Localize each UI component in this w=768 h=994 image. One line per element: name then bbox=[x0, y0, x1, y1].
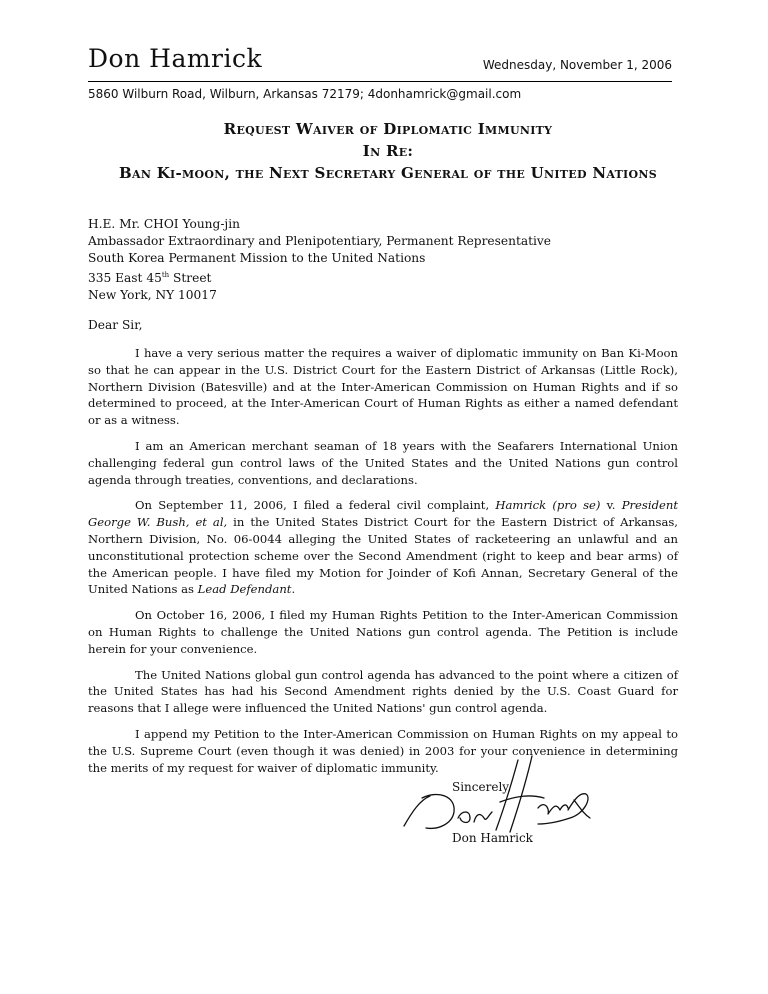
street-suffix: Street bbox=[169, 271, 212, 286]
p3-text-a: On September 11, 2006, I filed a federal civil complaint, bbox=[135, 498, 496, 513]
recipient-name: H.E. Mr. CHOI Young-jin bbox=[88, 217, 240, 231]
recipient-city: New York, NY 10017 bbox=[88, 288, 217, 303]
p3-text-c: v. bbox=[600, 498, 622, 513]
handwritten-signature bbox=[398, 752, 598, 842]
paragraph-5: The United Nations global gun control agenda has advanced to the point where a citizen of the United States has had his Second Amendment rights denied by the U.S. Coast Guard for reasons that I allege were influenced the United Nations' gun control agenda. bbox=[88, 667, 678, 716]
street-number: 335 East 45 bbox=[88, 271, 162, 286]
sender-name: Don Hamrick bbox=[88, 44, 263, 73]
paragraph-3 bbox=[88, 497, 678, 598]
p3-text-g: . bbox=[291, 582, 296, 597]
recipient-street bbox=[88, 267, 551, 287]
sender-address: 5860 Wilburn Road, Wilburn, Arkansas 72179; 4donhamrick@gmail.com bbox=[88, 87, 522, 101]
paragraph-2: I am an American merchant seaman of 18 years with the Seafarers International Union challenging federal gun control laws of the United States and the United Nations gun control agenda through treaties, conventions, and declarations. bbox=[88, 438, 678, 487]
paragraph-6: I append my Petition to the Inter-American Commission on Human Rights on my appeal to the U.S. Supreme Court (even though it was denied) in 2003 for your convenience in determining the merits of my request for waiver of diplomatic immunity. bbox=[88, 726, 678, 775]
street-ordinal: th bbox=[161, 271, 170, 279]
closing: Sincerely, bbox=[452, 780, 512, 794]
salutation: Dear Sir, bbox=[88, 318, 143, 332]
letter-title bbox=[88, 118, 688, 184]
lead-defendant: Lead Defendant bbox=[197, 582, 292, 597]
letterhead-divider bbox=[88, 81, 672, 82]
paragraph-4: On October 16, 2006, I filed my Human Rights Petition to the Inter-American Commission on Human Rights to challenge the United Nations gun control agenda. The Petition is include herein for your convenience. bbox=[88, 608, 678, 656]
title-line-3: Ban Ki-moon, the Next Secretary General of the United Nations bbox=[119, 164, 657, 182]
signature-name: Don Hamrick bbox=[452, 831, 533, 845]
case-defendant: President George W. Bush, et al, bbox=[88, 498, 678, 530]
p3-text-e: in the United States District Court for the Eastern District of Arkansas, Northern Division, No. 06-0044 alleging the United States of racketeering an unlawful and an unconstitutional protection scheme over the Second Amendment (right to keep and bear arms) of the American people. I have filed my Motion for Joinder of Kofi Annan, Secretary General of the United Nations as bbox=[88, 515, 678, 597]
title-line-2: In Re: bbox=[362, 142, 414, 160]
letter-body bbox=[88, 345, 678, 785]
case-plaintiff: Hamrick (pro se) bbox=[495, 498, 601, 513]
recipient-organization: South Korea Permanent Mission to the United Nations bbox=[88, 251, 426, 265]
recipient-title: Ambassador Extraordinary and Plenipotentiary, Permanent Representative bbox=[88, 234, 552, 248]
recipient-address bbox=[88, 216, 551, 304]
letter-date: Wednesday, November 1, 2006 bbox=[482, 58, 672, 72]
paragraph-1: I have a very serious matter the requires a waiver of diplomatic immunity on Ban Ki-Moon so that he can appear in the U.S. District Court for the Eastern District of Arkansas (Little Rock), Northern Division (Batesville) and at the Inter-American Commission on Human Rights and if so determined to proceed, at the Inter-American Court of Human Rights as either a named defendant or as a witness. bbox=[88, 346, 678, 428]
title-line-1: Request Waiver of Diplomatic Immunity bbox=[223, 120, 553, 138]
